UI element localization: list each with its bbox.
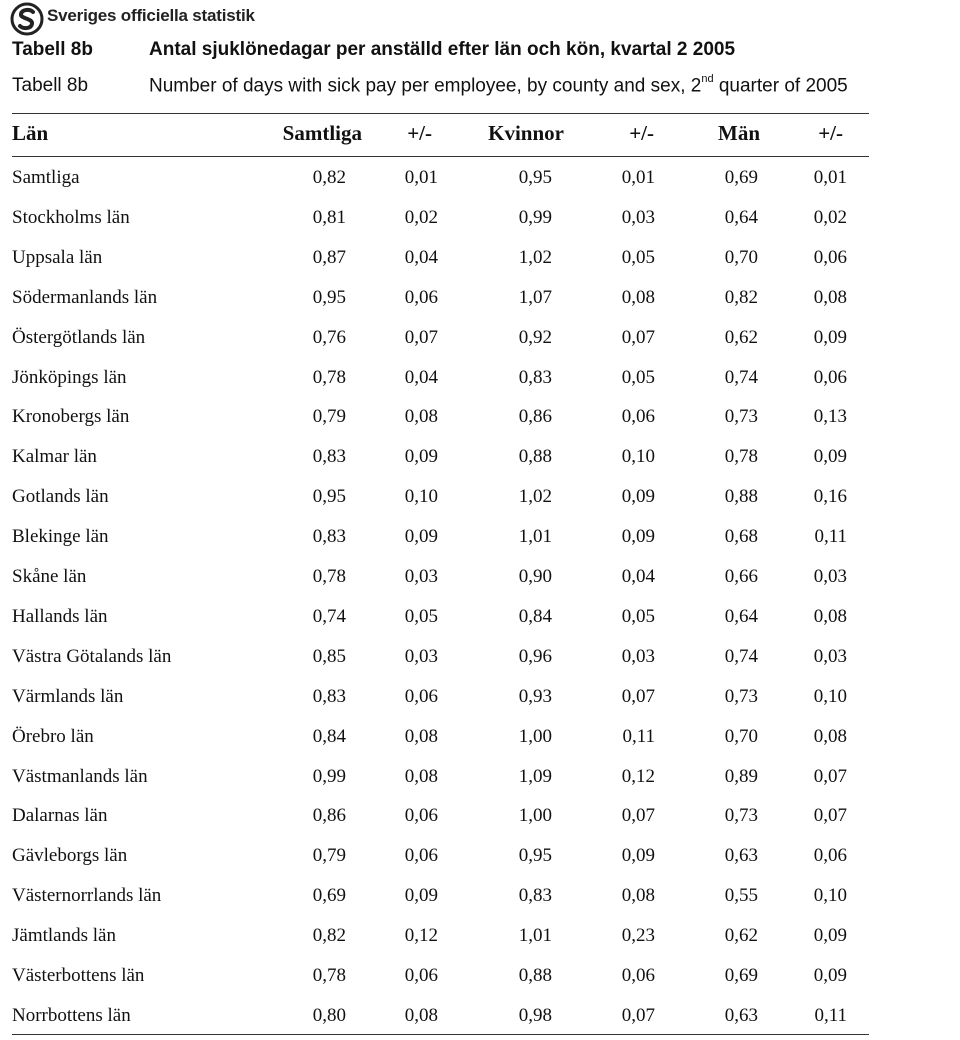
table-row — [12, 287, 869, 317]
sos-logo — [10, 2, 255, 36]
county-name: Östergötlands län — [12, 326, 146, 348]
change-samtliga: 0,03 — [404, 645, 438, 667]
logo-text: Sveriges officiella statistik — [47, 6, 255, 25]
table-row — [12, 446, 869, 476]
change-man: 0,08 — [813, 605, 847, 627]
table-row — [12, 327, 869, 357]
value-samtliga: 0,78 — [312, 566, 346, 587]
value-man: 0,70 — [724, 725, 758, 747]
value-man: 0,70 — [724, 246, 758, 268]
value-man: 0,63 — [724, 845, 758, 867]
value-kvinnor: 0,86 — [518, 406, 552, 428]
value-samtliga: 0,81 — [312, 206, 346, 228]
value-kvinnor: 1,02 — [518, 246, 552, 268]
value-man: 0,82 — [724, 286, 758, 308]
value-kvinnor: 0,93 — [518, 685, 552, 707]
table-row — [12, 247, 869, 277]
value-samtliga: 0,69 — [312, 885, 346, 907]
value-kvinnor: 0,90 — [518, 566, 552, 587]
value-kvinnor: 0,95 — [518, 845, 552, 867]
table-row — [12, 805, 869, 835]
value-man: 0,89 — [724, 765, 758, 787]
value-kvinnor: 1,01 — [518, 526, 552, 548]
change-samtliga: 0,05 — [404, 605, 438, 627]
change-man: 0,07 — [813, 765, 847, 787]
table-bottom-rule — [12, 1034, 869, 1035]
value-kvinnor: 0,84 — [518, 605, 552, 627]
change-samtliga: 0,04 — [404, 246, 438, 268]
change-man: 0,08 — [813, 286, 847, 308]
value-man: 0,74 — [724, 645, 758, 667]
county-name: Stockholms län — [12, 206, 130, 228]
county-name: Kalmar län — [12, 446, 97, 468]
change-kvinnor: 0,10 — [621, 446, 655, 468]
header-samtliga: Samtliga — [282, 121, 362, 145]
change-samtliga: 0,12 — [404, 925, 438, 947]
change-samtliga: 0,10 — [404, 486, 438, 508]
header-change-kvinnor: +/- — [629, 121, 654, 145]
table-row — [12, 526, 869, 556]
change-man: 0,01 — [813, 167, 847, 188]
change-samtliga: 0,06 — [404, 965, 438, 986]
change-samtliga: 0,06 — [404, 685, 438, 707]
change-man: 0,06 — [813, 246, 847, 268]
table-header-row — [12, 121, 869, 151]
value-samtliga: 0,76 — [312, 326, 346, 348]
value-kvinnor: 0,83 — [518, 366, 552, 388]
table-row — [12, 686, 869, 716]
value-samtliga: 0,79 — [312, 845, 346, 867]
county-name: Västmanlands län — [12, 765, 148, 787]
value-man: 0,78 — [724, 446, 758, 468]
value-kvinnor: 0,92 — [518, 326, 552, 348]
table-row — [12, 1005, 869, 1035]
header-man: Män — [718, 121, 760, 145]
change-kvinnor: 0,03 — [621, 206, 655, 228]
county-name: Kronobergs län — [12, 406, 130, 428]
table-header-rule — [12, 156, 869, 157]
change-samtliga: 0,04 — [404, 366, 438, 388]
table-top-rule — [12, 113, 869, 114]
table-row — [12, 965, 869, 995]
value-man: 0,64 — [724, 605, 758, 627]
change-kvinnor: 0,07 — [621, 326, 655, 348]
value-kvinnor: 0,88 — [518, 965, 552, 986]
county-name: Gävleborgs län — [12, 845, 128, 867]
county-name: Västra Götalands län — [12, 645, 172, 667]
change-kvinnor: 0,09 — [621, 845, 655, 867]
value-man: 0,88 — [724, 486, 758, 508]
change-kvinnor: 0,05 — [621, 605, 655, 627]
table-row — [12, 646, 869, 676]
county-name: Västerbottens län — [12, 965, 145, 986]
table-row — [12, 726, 869, 756]
value-samtliga: 0,79 — [312, 406, 346, 428]
table-title-sv: Antal sjuklönedagar per anställd efter län och kön, kvartal 2 2005 — [149, 39, 736, 60]
value-kvinnor: 1,01 — [518, 925, 552, 947]
change-samtliga: 0,06 — [404, 845, 438, 867]
county-name: Södermanlands län — [12, 286, 158, 308]
value-samtliga: 0,78 — [312, 366, 346, 388]
change-kvinnor: 0,01 — [621, 167, 655, 188]
change-man: 0,07 — [813, 805, 847, 827]
change-kvinnor: 0,09 — [621, 526, 655, 548]
change-man: 0,08 — [813, 725, 847, 747]
change-man: 0,10 — [813, 885, 847, 907]
value-kvinnor: 0,98 — [518, 1004, 552, 1026]
table-row — [12, 885, 869, 915]
change-kvinnor: 0,07 — [621, 685, 655, 707]
change-man: 0,03 — [813, 645, 847, 667]
county-name: Gotlands län — [12, 486, 109, 508]
value-kvinnor: 0,99 — [518, 206, 552, 228]
change-samtliga: 0,01 — [404, 167, 438, 188]
table-number-en: Tabell 8b — [12, 75, 89, 96]
change-man: 0,16 — [813, 486, 847, 508]
table-row — [12, 367, 869, 397]
value-kvinnor: 1,09 — [518, 765, 552, 787]
change-man: 0,09 — [813, 326, 847, 348]
value-kvinnor: 1,02 — [518, 486, 552, 508]
table-number-sv: Tabell 8b — [12, 39, 93, 60]
table-row — [12, 207, 869, 237]
table-row — [12, 766, 869, 796]
change-man: 0,09 — [813, 446, 847, 468]
change-kvinnor: 0,04 — [621, 566, 655, 587]
change-samtliga: 0,02 — [404, 206, 438, 228]
change-samtliga: 0,09 — [404, 446, 438, 468]
change-kvinnor: 0,06 — [621, 965, 655, 986]
value-samtliga: 0,87 — [312, 246, 346, 268]
change-man: 0,09 — [813, 965, 847, 986]
value-samtliga: 0,78 — [312, 965, 346, 986]
county-name: Uppsala län — [12, 246, 103, 268]
change-kvinnor: 0,12 — [621, 765, 655, 787]
change-kvinnor: 0,07 — [621, 805, 655, 827]
change-samtliga: 0,08 — [404, 1004, 438, 1026]
table-row — [12, 167, 869, 197]
value-samtliga: 0,82 — [312, 167, 346, 188]
value-samtliga: 0,95 — [312, 286, 346, 308]
change-man: 0,10 — [813, 685, 847, 707]
value-man: 0,63 — [724, 1004, 758, 1026]
change-kvinnor: 0,05 — [621, 366, 655, 388]
change-samtliga: 0,03 — [404, 566, 438, 587]
change-samtliga: 0,08 — [404, 406, 438, 428]
change-man: 0,11 — [814, 526, 847, 548]
title-en-text: Number of days with sick pay per employee, by county and sex, 2 — [149, 75, 702, 97]
table-title-en — [149, 75, 848, 97]
value-kvinnor: 1,00 — [518, 805, 552, 827]
change-man: 0,06 — [813, 366, 847, 388]
change-kvinnor: 0,05 — [621, 246, 655, 268]
change-kvinnor: 0,08 — [621, 286, 655, 308]
value-samtliga: 0,74 — [312, 605, 346, 627]
county-name: Örebro län — [12, 725, 94, 747]
county-name: Jämtlands län — [12, 925, 116, 947]
value-man: 0,66 — [724, 566, 758, 587]
title-en-superscript: nd — [701, 73, 714, 85]
value-man: 0,73 — [724, 805, 758, 827]
change-samtliga: 0,07 — [404, 326, 438, 348]
value-man: 0,64 — [724, 206, 758, 228]
change-man: 0,09 — [813, 925, 847, 947]
value-samtliga: 0,83 — [312, 446, 346, 468]
value-kvinnor: 1,00 — [518, 725, 552, 747]
value-samtliga: 0,85 — [312, 645, 346, 667]
header-change-man: +/- — [818, 121, 843, 145]
county-name: Västernorrlands län — [12, 885, 162, 907]
value-man: 0,69 — [724, 965, 758, 986]
value-man: 0,62 — [724, 326, 758, 348]
value-kvinnor: 0,88 — [518, 446, 552, 468]
value-kvinnor: 0,96 — [518, 645, 552, 667]
value-samtliga: 0,95 — [312, 486, 346, 508]
change-samtliga: 0,09 — [404, 885, 438, 907]
county-name: Norrbottens län — [12, 1004, 131, 1026]
value-kvinnor: 1,07 — [518, 286, 552, 308]
change-man: 0,03 — [813, 566, 847, 587]
sos-logo-icon — [10, 2, 44, 36]
header-kvinnor: Kvinnor — [488, 121, 564, 145]
county-name: Värmlands län — [12, 685, 124, 707]
change-samtliga: 0,08 — [404, 725, 438, 747]
change-samtliga: 0,06 — [404, 805, 438, 827]
table-row — [12, 606, 869, 636]
value-man: 0,74 — [724, 366, 758, 388]
header-lan: Län — [12, 121, 49, 145]
change-kvinnor: 0,09 — [621, 486, 655, 508]
table-row — [12, 925, 869, 955]
change-kvinnor: 0,07 — [621, 1004, 655, 1026]
table-row — [12, 486, 869, 516]
change-kvinnor: 0,11 — [622, 725, 655, 747]
change-kvinnor: 0,03 — [621, 645, 655, 667]
header-change-samtliga: +/- — [407, 121, 432, 145]
change-kvinnor: 0,08 — [621, 885, 655, 907]
change-man: 0,13 — [813, 406, 847, 428]
table-row — [12, 406, 869, 436]
title-en-text-end: quarter of 2005 — [713, 75, 848, 97]
value-samtliga: 0,83 — [312, 685, 346, 707]
change-samtliga: 0,08 — [404, 765, 438, 787]
value-man: 0,69 — [724, 167, 758, 188]
value-samtliga: 0,82 — [312, 925, 346, 947]
county-name: Blekinge län — [12, 526, 109, 548]
value-samtliga: 0,80 — [312, 1004, 346, 1026]
county-name: Samtliga — [12, 167, 80, 188]
value-kvinnor: 0,83 — [518, 885, 552, 907]
table-row — [12, 566, 869, 596]
value-samtliga: 0,86 — [312, 805, 346, 827]
change-man: 0,02 — [813, 206, 847, 228]
value-man: 0,73 — [724, 685, 758, 707]
value-kvinnor: 0,95 — [518, 167, 552, 188]
change-samtliga: 0,09 — [404, 526, 438, 548]
value-man: 0,62 — [724, 925, 758, 947]
value-man: 0,55 — [724, 885, 758, 907]
county-name: Hallands län — [12, 605, 108, 627]
value-samtliga: 0,83 — [312, 526, 346, 548]
change-man: 0,06 — [813, 845, 847, 867]
change-man: 0,11 — [814, 1004, 847, 1026]
change-kvinnor: 0,06 — [621, 406, 655, 428]
change-samtliga: 0,06 — [404, 286, 438, 308]
value-samtliga: 0,84 — [312, 725, 346, 747]
value-man: 0,73 — [724, 406, 758, 428]
value-samtliga: 0,99 — [312, 765, 346, 787]
county-name: Jönköpings län — [12, 366, 127, 388]
county-name: Dalarnas län — [12, 805, 108, 827]
county-name: Skåne län — [12, 566, 87, 587]
value-man: 0,68 — [724, 526, 758, 548]
table-row — [12, 845, 869, 875]
change-kvinnor: 0,23 — [621, 925, 655, 947]
